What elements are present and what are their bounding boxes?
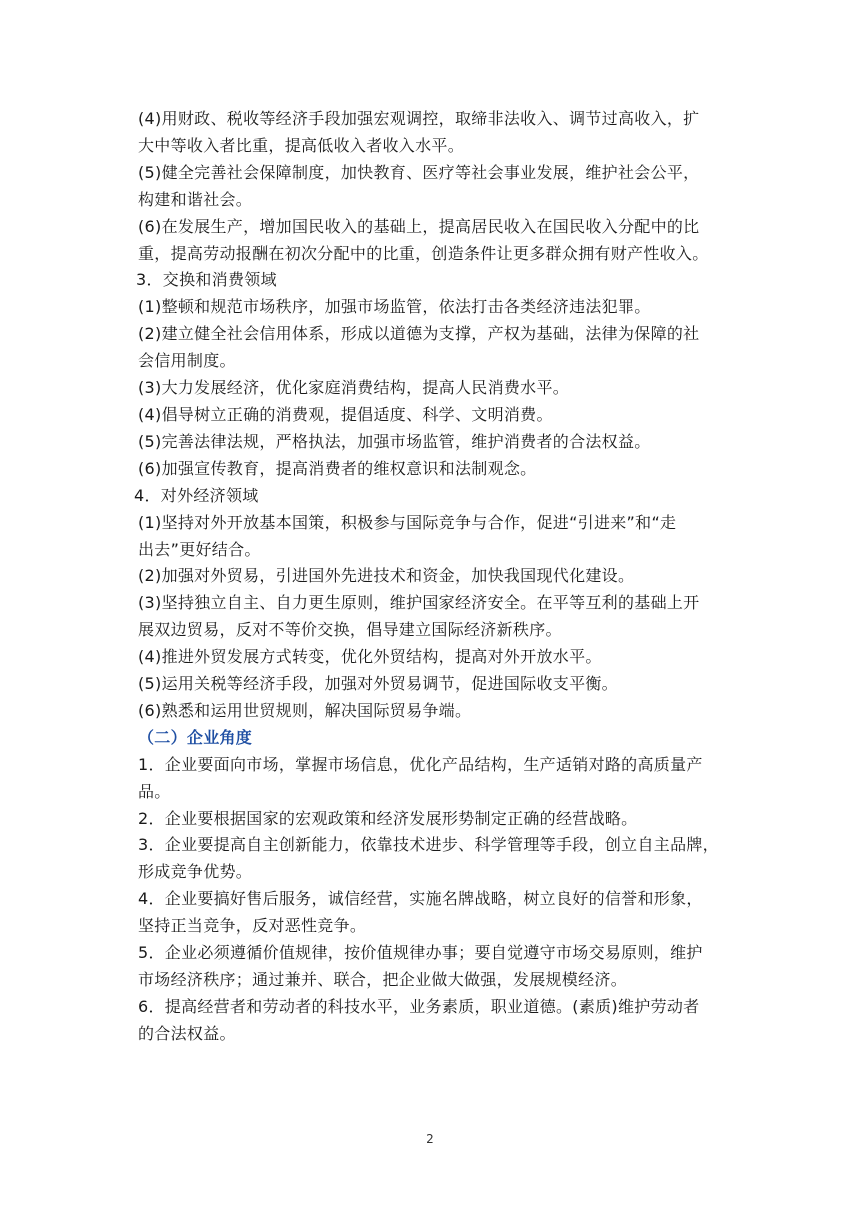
text-line: 的合法权益。 — [138, 1023, 236, 1043]
text-line: (5)健全完善社会保障制度，加快教育、医疗等社会事业发展，维护社会公平， — [138, 162, 700, 182]
text-line: (6)在发展生产，增加国民收入的基础上，提高居民收入在国民收入分配中的比 — [138, 216, 700, 236]
text-line: (6)熟悉和运用世贸规则，解决国际贸易争端。 — [138, 700, 472, 720]
text-line: 品。 — [138, 781, 171, 801]
text-line: (2)加强对外贸易，引进国外先进技术和资金，加快我国现代化建设。 — [138, 566, 635, 586]
text-line: 市场经济秩序；通过兼并、联合，把企业做大做强，发展规模经济。 — [138, 970, 628, 989]
text-line: (1)整顿和规范市场秩序，加强市场监管，依法打击各类经济违法犯罪。 — [138, 297, 651, 317]
text-line: (5)运用关税等经济手段，加强对外贸易调节，促进国际收支平衡。 — [138, 674, 618, 694]
text-line: 3．企业要提高自主创新能力，依靠技术进步、科学管理等手段，创立自主品牌， — [138, 835, 719, 855]
text-line: (4)用财政、税收等经济手段加强宏观调控，取缔非法收入、调节过高收入，扩 — [138, 109, 700, 128]
text-line: 4．企业要搞好售后服务，诚信经营，实施名牌战略，树立良好的信誉和形象， — [138, 889, 703, 909]
text-line: 坚持正当竞争，反对恶性竞争。 — [138, 916, 367, 936]
text-line: 会信用制度。 — [138, 351, 236, 371]
text-line: 1．企业要面向市场，掌握市场信息，优化产品结构，生产适销对路的高质量产 — [138, 754, 703, 774]
text-line: 大中等收入者比重，提高低收入者收入水平。 — [138, 135, 465, 155]
text-line: 出去”更好结合。 — [138, 539, 261, 559]
text-line: (4)倡导树立正确的消费观，提倡适度、科学、文明消费。 — [138, 404, 553, 424]
text-line: (5)完善法律法规，严格执法，加强市场监管，维护消费者的合法权益。 — [138, 431, 651, 451]
text-line: 形成竞争优势。 — [138, 862, 253, 882]
text-line: (3)大力发展经济，优化家庭消费结构，提高人民消费水平。 — [138, 378, 570, 398]
text-line: 展双边贸易，反对不等价交换，倡导建立国际经济新秩序。 — [138, 620, 562, 640]
text-line: (4)推进外贸发展方式转变，优化外贸结构，提高对外开放水平。 — [138, 647, 602, 667]
text-line: (2)建立健全社会信用体系，形成以道德为支撑，产权为基础，法律为保障的社 — [138, 324, 700, 344]
text-line: (3)坚持独立自主、自力更生原则，维护国家经济安全。在平等互利的基础上开 — [138, 593, 700, 613]
section-heading-enterprise: （二）企业角度 — [138, 727, 253, 747]
section-heading-foreign-economy: 4．对外经济领域 — [134, 485, 259, 505]
document-body — [134, 106, 728, 1048]
text-line: (1)坚持对外开放基本国策，积极参与国际竞争与合作，促进“引进来”和“走 — [138, 512, 677, 532]
text-line: 5．企业必须遵循价值规律，按价值规律办事；要自觉遵守市场交易原则，维护 — [138, 943, 703, 963]
page-number: 2 — [426, 1132, 434, 1146]
text-line: (6)加强宣传教育，提高消费者的维权意识和法制观念。 — [138, 458, 537, 478]
section-heading-exchange-consumption: 3．交换和消费领域 — [136, 270, 277, 290]
text-line: 2．企业要根据国家的宏观政策和经济发展形势制定正确的经营战略。 — [138, 808, 638, 828]
text-line: 构建和谐社会。 — [138, 189, 253, 209]
text-line: 重，提高劳动报酬在初次分配中的比重，创造条件让更多群众拥有财产性收入。 — [138, 243, 709, 263]
text-line: 6．提高经营者和劳动者的科技水平，业务素质，职业道德。(素质)维护劳动者 — [138, 996, 700, 1016]
